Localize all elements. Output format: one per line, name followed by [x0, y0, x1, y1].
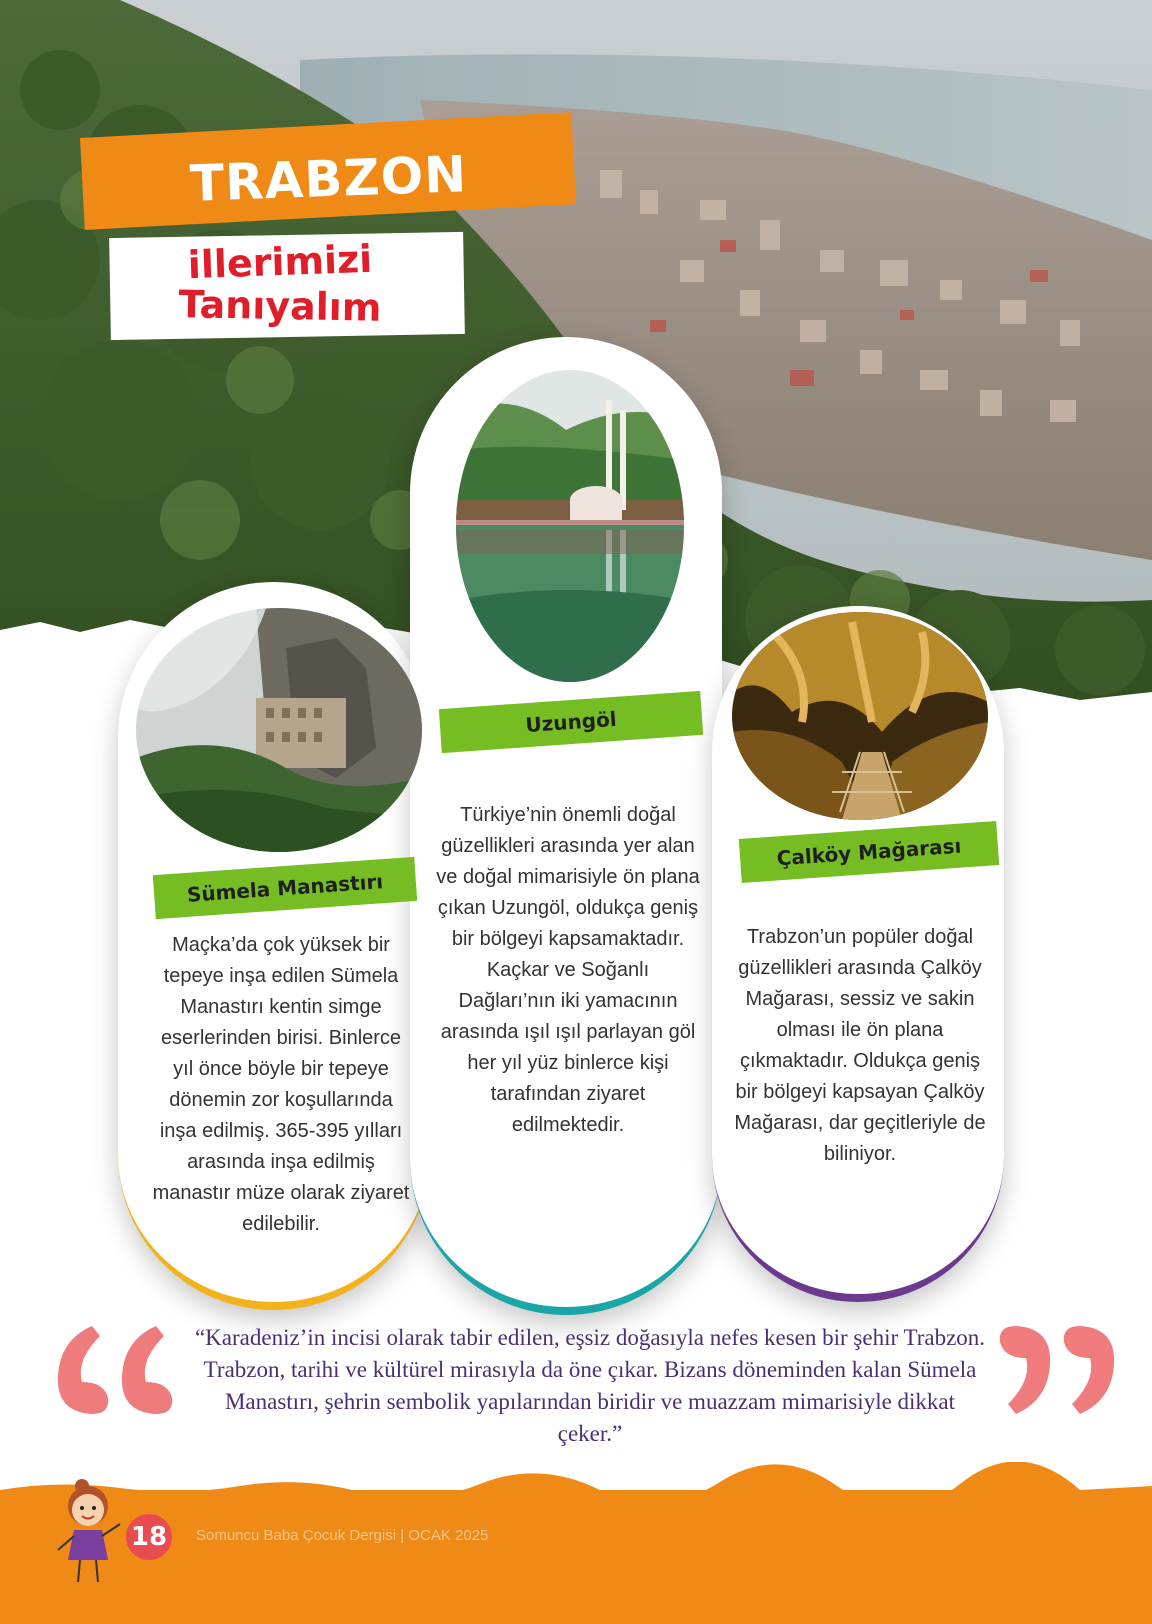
sumela-monastery-photo: [136, 608, 422, 852]
sumela-description: Maçka’da çok yüksek bir tepeye inşa edilen Sümela Manastırı kentin simge eserlerinden birisi. Binlerce yıl önce böyle bir tepeye dönemin zor koşullarında inşa edilmiş. 365-395 yılları arasında inşa edilmiş manastır müze olarak ziyaret edilebilir.: [152, 934, 410, 1235]
subtitle-line-1: illerimizi: [187, 236, 373, 288]
quote-open-icon: [52, 1320, 182, 1420]
footer-bar: [0, 1490, 1152, 1624]
calkoy-cave-photo: [732, 612, 988, 820]
section-subtitle: [120, 236, 440, 330]
quote-close-icon: [990, 1320, 1120, 1420]
subtitle-line-2: Tanıyalım: [178, 282, 382, 330]
quote-text: “Karadeniz’in incisi olarak tabir edilen, eşsiz doğasıyla nefes kesen bir şehir Trabzon. Trabzon, tarihi ve kültürel mirasıyla da öne çıkar. Bizans döneminden kalan Sümela Manastırı, şehrin sembolik yapılarından biridir ve muazzam mimarisiyle dikkat çeker.”: [194, 1325, 986, 1446]
girl-mascot-icon: [52, 1478, 126, 1588]
uzungol-lake-photo: [456, 370, 684, 682]
calkoy-description: Trabzon’un popüler doğal güzellikleri arasında Çalköy Mağarası, sessiz ve sakin olması ile ön plana çıkmaktadır. Oldukça geniş bir bölgeyi kapsayan Çalköy Mağarası, dar geçitleriyle de biliniyor.: [734, 926, 986, 1165]
page-title: TRABZON: [189, 145, 468, 213]
label-calkoy: Çalköy Mağarası: [739, 821, 999, 883]
page-number: 18: [126, 1514, 172, 1560]
uzungol-description: Türkiye’nin önemli doğal güzellikleri arasında yer alan ve doğal mimarisiyle ön plana çıkan Uzungöl, oldukça geniş bir bölgeyi kapsamaktadır. Kaçkar ve Soğanlı Dağları’nın iki yamacının arasında ışıl ışıl parlayan göl her yıl yüz binlerce kişi tarafından ziyaret edilmektedir.: [436, 804, 700, 1136]
magazine-info: Somuncu Baba Çocuk Dergisi | OCAK 2025: [196, 1527, 489, 1544]
label-uzungol: Uzungöl: [439, 691, 703, 753]
label-sumela: Sümela Manastırı: [153, 857, 417, 919]
